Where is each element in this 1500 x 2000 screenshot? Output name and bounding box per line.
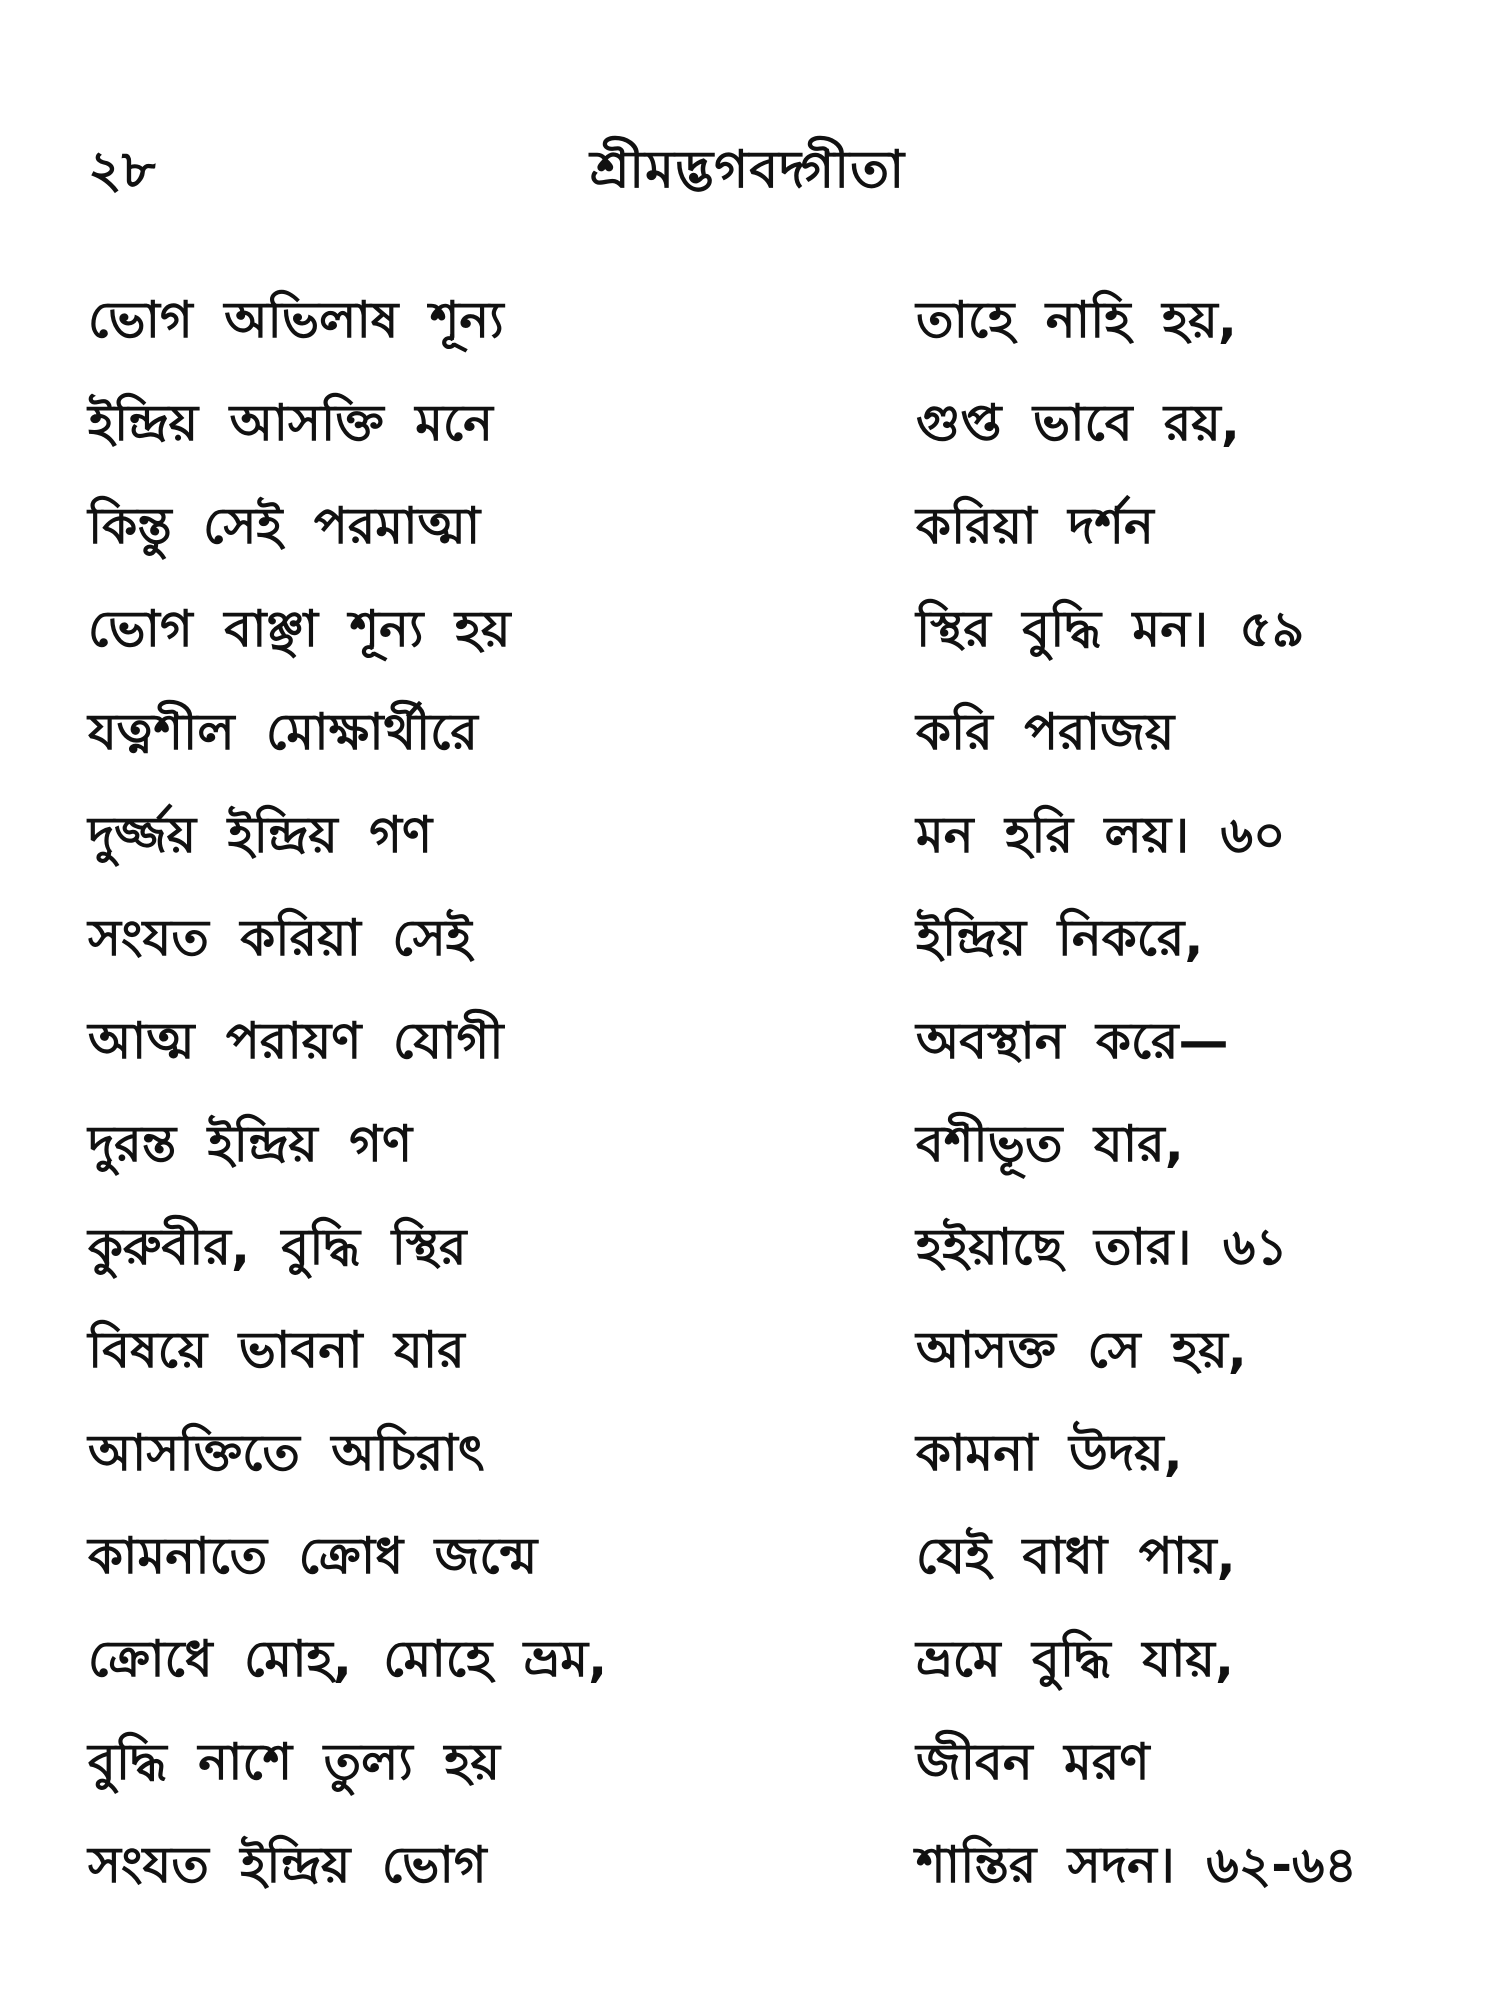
verse-line [0,785,1500,888]
verse-line-right: গুপ্ত ভাবে রয়, [916,394,1240,452]
verse-line [0,476,1500,579]
verse-line-left: সংযত ইন্দ্রিয় ভোগ [88,1836,487,1894]
verse-line [0,1609,1500,1712]
verse-line [0,1197,1500,1300]
verse-line-right: স্থির বুদ্ধি মন। ৫৯ [916,600,1305,658]
verse-line-left: ভোগ অভিলাষ শূন্য [88,291,504,349]
verse-line-left: আসক্তিতে অচিরাৎ [88,1424,485,1482]
verse-line-right: করিয়া দর্শন [916,497,1154,555]
verse-line-right: আসক্ত সে হয়, [916,1321,1247,1379]
verse-line-left: বুদ্ধি নাশে তুল্য হয় [88,1733,501,1791]
verse-line-left: ক্রোধে মোহ, মোহে ভ্রম, [88,1630,608,1688]
verse-line-right: যেই বাধা পায়, [916,1527,1236,1585]
verse-line-left: কামনাতে ক্রোধ জন্মে [88,1527,538,1585]
verse-line [0,579,1500,682]
verse-line [0,373,1500,476]
page-number: ২৮ [88,140,156,200]
page-header [80,130,1420,210]
verse-line [0,888,1500,991]
verse-line-left: কুরুবীর, বুদ্ধি স্থির [88,1218,467,1276]
verse-line-left: সংযত করিয়া সেই [88,909,472,967]
verse-line-left: আত্ম পরায়ণ যোগী [88,1012,504,1070]
verse-line-left: দুরন্ত ইন্দ্রিয় গণ [88,1115,413,1173]
verse-line [0,1815,1500,1918]
verse-block [0,270,1500,1918]
verse-line-right: ইন্দ্রিয় নিকরে, [916,909,1204,967]
verse-line [0,1300,1500,1403]
verse-line [0,682,1500,785]
verse-line-left: বিষয়ে ভাবনা যার [88,1321,465,1379]
verse-line-right: অবস্থান করে— [916,1012,1229,1070]
verse-line-left: ইন্দ্রিয় আসক্তি মনে [88,394,493,452]
page-title: শ্রীমদ্ভগবদ্গীতা [590,140,906,200]
verse-line [0,270,1500,373]
verse-line-left: কিন্তু সেই পরমাত্মা [88,497,481,555]
verse-line-left: যত্নশীল মোক্ষার্থীরে [88,703,478,761]
verse-line [0,1403,1500,1506]
verse-line [0,1094,1500,1197]
verse-line-right: জীবন মরণ [916,1733,1150,1791]
verse-line [0,991,1500,1094]
verse-line-left: ভোগ বাঞ্ছা শূন্য হয় [88,600,511,658]
verse-line-right: হইয়াছে তার। ৬১ [916,1218,1288,1276]
verse-line-right: কামনা উদয়, [916,1424,1183,1482]
verse-line-right: মন হরি লয়। ৬০ [916,806,1286,864]
verse-line-left: দুর্জ্জয় ইন্দ্রিয় গণ [88,806,433,864]
verse-line-right: বশীভূত যার, [916,1115,1184,1173]
verse-line-right: ভ্রমে বুদ্ধি যায়, [916,1630,1234,1688]
verse-line-right: করি পরাজয় [916,703,1175,761]
verse-line [0,1712,1500,1815]
verse-line [0,1506,1500,1609]
verse-line-right: শান্তির সদন। ৬২-৬৪ [916,1836,1357,1894]
verse-line-right: তাহে নাহি হয়, [916,291,1237,349]
